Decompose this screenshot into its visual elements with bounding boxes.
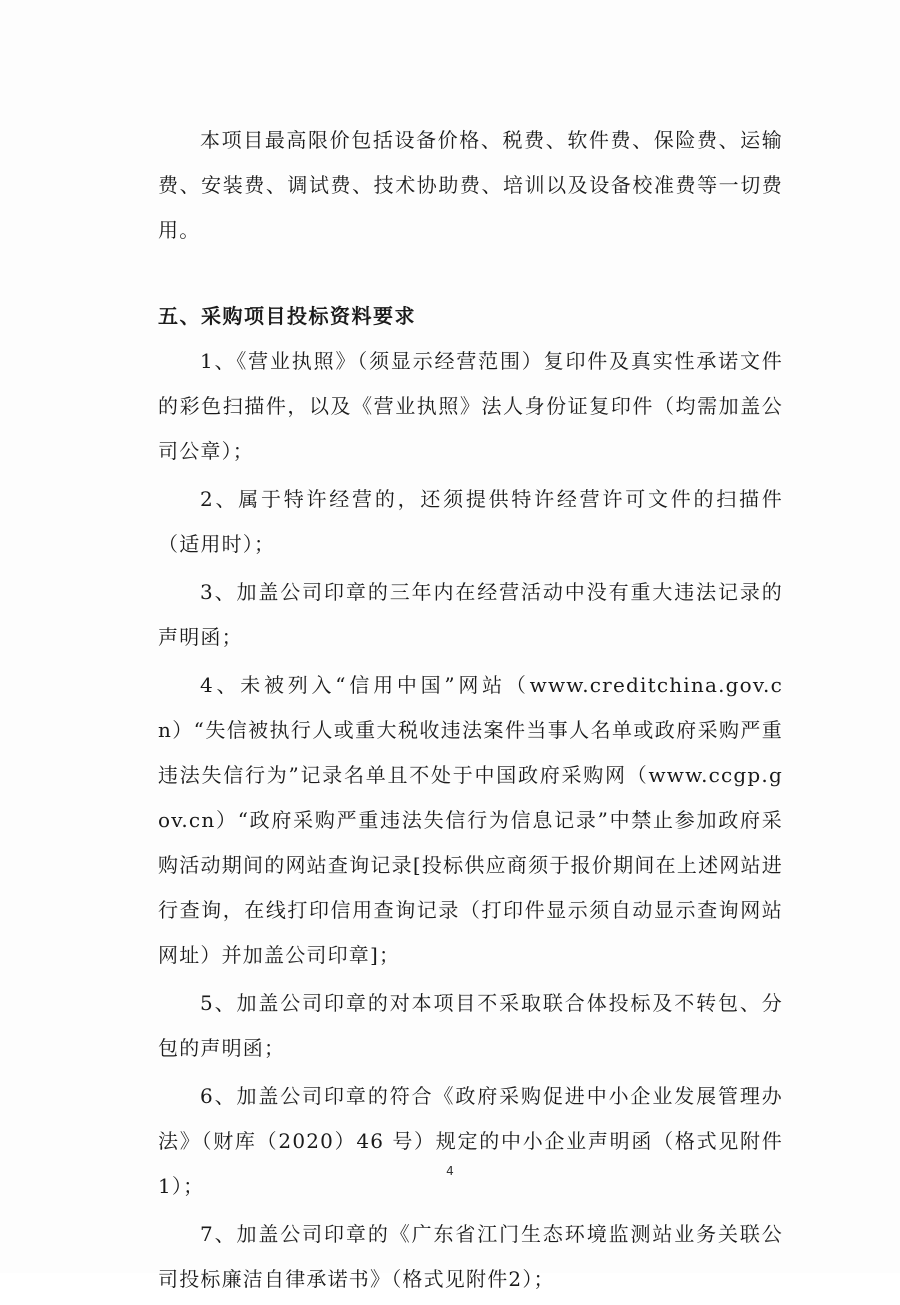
requirement-item-5: 5、加盖公司印章的对本项目不采取联合体投标及不转包、分包的声明函； xyxy=(158,991,783,1060)
page-content xyxy=(158,118,783,1305)
requirement-item-3: 3、加盖公司印章的三年内在经营活动中没有重大违法记录的声明函； xyxy=(158,580,783,649)
requirement-item-4: 4、未被列入“信用中国”网站（www.creditchina.gov.cn）“失信被执行人或重大税收违法案件当事人名单或政府采购严重违法失信行为”记录名单且不处于中国政府采购网（www.ccgp.gov.cn）“政府采购严重违法失信行为信息记录”中禁止参加政府采购活动期间的网站查询记录[投标供应商须于报价期间在上述网站进行查询，在线打印信用查询记录（打印件显示须自动显示查询网站网址）并加盖公司印章]； xyxy=(158,673,783,967)
intro-paragraph: 本项目最高限价包括设备价格、税费、软件费、保险费、运输费、安装费、调试费、技术协助费、培训以及设备校准费等一切费用。 xyxy=(158,128,783,242)
requirement-item-6: 6、加盖公司印章的符合《政府采购促进中小企业发展管理办法》（财库（2020）46 号）规定的中小企业声明函（格式见附件1）； xyxy=(158,1084,783,1198)
requirement-item-2: 2、属于特许经营的，还须提供特许经营许可文件的扫描件（适用时）； xyxy=(158,487,783,556)
requirement-item-1: 1、《营业执照》（须显示经营范围）复印件及真实性承诺文件的彩色扫描件，以及《营业执照》法人身份证复印件（均需加盖公司公章）； xyxy=(158,349,783,463)
page-number: 4 xyxy=(446,1164,454,1178)
section-heading: 五、采购项目投标资料要求 xyxy=(158,304,416,328)
requirement-item-7: 7、加盖公司印章的《广东省江门生态环境监测站业务关联公司投标廉洁自律承诺书》（格式见附件2）； xyxy=(158,1222,783,1291)
